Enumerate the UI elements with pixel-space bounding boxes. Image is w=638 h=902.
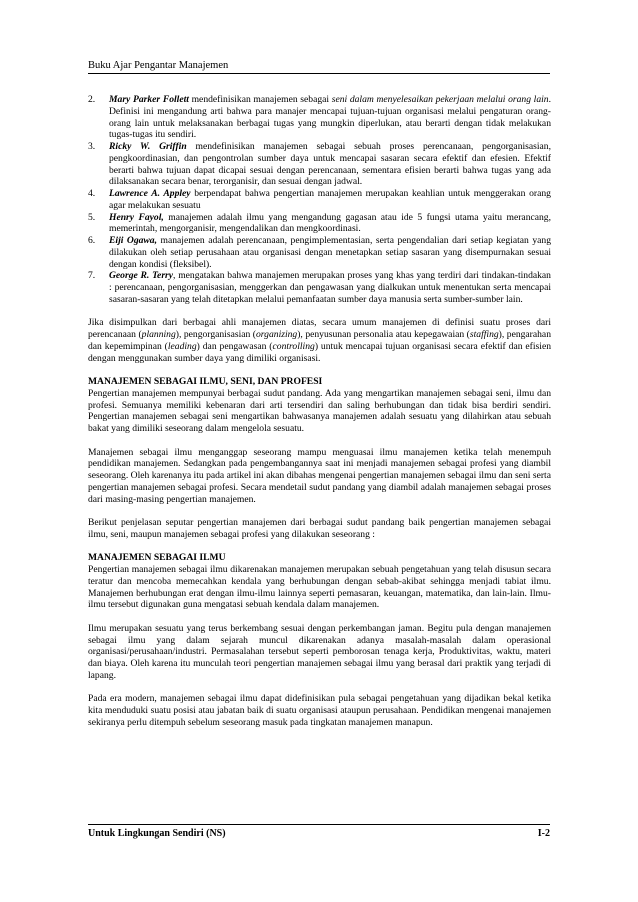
item-number: 5.	[88, 211, 96, 223]
term-staffing: staffing	[469, 329, 499, 340]
item-text: berpendapat bahwa pengertian manajemen merupakan keahlian untuk menggerakan orang agar melakukan sesuatu	[109, 188, 551, 211]
summary-text: ) untuk mencapai tujuan organisasi secara efektif dan efisien dengan menggunakan sumber daya yang dimiliki organisasi.	[88, 340, 551, 364]
item-body	[109, 188, 551, 212]
body-paragraph: Pengertian manajemen sebagai ilmu dikarenakan manajemen merupakan sebuah pengetahuan yang telah disusun secara teratur dan mencoba memecahkan kendala yang berhubungan dengan sebab-akibat sehingga menjadi tabiat ilmu. Manajemen berhubungan erat dengan ilmu-ilmu lainnya seperti pemasaran, keuangan, matematika, dan lain-lain. Ilmu-ilmu tersebut digunakan guna mengatasi sebuah kendala dalam manajemen.	[88, 564, 551, 611]
term-controlling: controlling	[272, 340, 315, 352]
definition-item	[88, 235, 551, 270]
body-paragraph: Ilmu merupakan sesuatu yang terus berkembang sesuai dengan perkembangan jaman. Begitu pula dengan manajemen sebagai ilmu yang dalam sejarah muncul dikarenakan adanya masalah-masalah dalam operasional organisasi/perusahaan/industri. Permasalahan tersebut seperti pemborosan tenaga kerja, Produktivitas, waktu, materi dan biaya. Oleh karena itu munculah teori pengertian manajemen sebagai ilmu yang berasal dari praktik yang terjadi di lapang.	[88, 622, 551, 681]
section-heading: MANAJEMEN SEBAGAI ILMU	[88, 552, 226, 564]
item-body	[109, 235, 551, 270]
definition-item	[88, 141, 551, 188]
summary-text: Jika disimpulkan dari berbagai ahli manajemen diatas, secara umum manajemen di definisi suatu proses dari perencanaan (	[88, 317, 551, 340]
item-body	[109, 212, 551, 236]
item-text: . Definisi ini mengandung arti bahwa para manajer mencapai tujuan-tujuan organisasi melalui pengaturan orang-orang lain untuk melaksanakan berbagai tugas yang mungkin diperlukan, atau berarti dengan tidak melakukan tugas-tugas itu sendiri.	[109, 94, 551, 141]
item-body	[109, 141, 551, 188]
summary-text: ), penyusunan personalia atau kepegawaian (	[297, 329, 470, 340]
item-text: manajemen adalah perencanaan, pengimplementasian, serta pengendalian dari setiap kegiatan yang dilakukan oleh setiap perusahaan atau organisasi dengan menetapkan setiap sasaran yang disempurnakan sesuai dengan kondisi (fleksibel).	[109, 235, 551, 270]
definition-item	[88, 188, 551, 212]
body-paragraph: Pengertian manajemen mempunyai berbagai sudut pandang. Ada yang mengartikan manajemen sebagai seni, ilmu dan profesi. Semuanya memiliki kebenaran dari arti tersendiri dan saling berhubungan dan tidak bisa berdiri sendiri. Pengertian manajemen sebagai seni mengartikan bahwasanya manajemen adalah sesuatu yang dilahirkan atau sebuah bakat yang dimiliki seseorang dalam mengelola sesuatu.	[88, 387, 551, 434]
definition-item	[88, 94, 551, 141]
summary-text: ), pengarahan dan kepemimpinan (	[88, 329, 551, 352]
item-text: manajemen adalah ilmu yang mengandung gagasan atau ide 5 fungsi utama yaitu merancang, memerintah, mengorganisir, mengendalikan dan mengkoordinasi.	[109, 211, 551, 235]
item-number: 4.	[88, 188, 96, 199]
page-footer	[88, 828, 550, 839]
author-name: Lawrence A. Appley	[109, 188, 191, 199]
body-paragraph: Berikut penjelasan seputar pengertian manajemen dari berbagai sudut pandang baik pengertian manajemen sebagai ilmu, seni, maupun manajemen sebagai profesi yang dilakukan seseorang :	[88, 517, 551, 540]
body-paragraph: Pada era modern, manajemen sebagai ilmu dapat didefinisikan pula sebagai pengetahuan yang dijadikan bekal ketika kita menduduki suatu posisi atau jabatan baik di suatu organisasi ataupun perusahaan. Pendidikan mengenai manajemen sekiranya perlu ditempuh sebelum seseorang masuk pada tingkatan manajemen manapun.	[88, 693, 551, 728]
summary-text: ) dan pengawasan (	[196, 340, 273, 352]
author-name: Eiji Ogawa,	[109, 235, 158, 246]
term-planning: planning	[141, 329, 176, 340]
author-name: George R. Terry	[109, 270, 174, 282]
footer-rule	[88, 824, 550, 825]
author-name: Ricky W. Griffin	[109, 141, 187, 152]
section-heading: MANAJEMEN SEBAGAI ILMU, SENI, DAN PROFESI	[88, 376, 323, 387]
definition-item	[88, 270, 551, 305]
body-paragraph: Manajemen sebagai ilmu menganggap seseorang mampu menguasai ilmu manajemen ketika telah menempuh pendidikan manajemen. Sedangkan pada pengembangannya saat ini menjadi manajemen sebagai profesi yang diambil seseorang. Oleh karenanya itu pada artikel ini akan dibahas mengenai pengertian manajemen sebagai ilmu dan seni serta pengertian manajemen sebagai profesi. Secara mendetail sudut pandang yang diambil adalah manajemen sebagai proses dari masing-masing pengertian manajemen.	[88, 446, 551, 505]
item-number: 3.	[88, 141, 96, 152]
header-rule	[88, 73, 550, 74]
item-number: 2.	[88, 94, 96, 105]
term-leading: leading	[167, 340, 197, 352]
summary-paragraph	[88, 317, 551, 364]
author-name: Henry Fayol,	[109, 211, 164, 223]
item-text: mendefinisikan manajemen sebagai sebuah proses perencanaan, pengorganisasian, pengkoordinasian, dan pengontrolan sumber daya untuk mencapai sasaran secara efektif dan efesien. Efektif berarti bahwa tujuan dapat dicapai sesuai dengan perencanaan, sementara efisien berarti bahwa tugas yang ada dilaksanakan secara benar, terorganisir, dan sesuai dengan jadwal.	[109, 141, 551, 188]
item-number: 7.	[88, 270, 96, 282]
item-body	[109, 270, 551, 305]
term-organizing: organizing	[256, 329, 298, 340]
author-name: Mary Parker Follett	[109, 94, 189, 105]
definition-item	[88, 212, 551, 236]
item-text: mendefinisikan manajemen sebagai	[188, 94, 332, 105]
page-content	[88, 94, 551, 729]
item-body	[109, 94, 551, 141]
footer-left-text: Untuk Lingkungan Sendiri (NS)	[88, 828, 226, 839]
running-header: Buku Ajar Pengantar Manajemen	[88, 60, 229, 71]
summary-text: ), pengorganisasian (	[175, 329, 256, 340]
item-italic: seni dalam menyelesaikan pekerjaan melalui orang lain	[331, 94, 549, 105]
item-number: 6.	[88, 235, 96, 246]
item-text: , mengatakan bahwa manajemen merupakan proses yang khas yang terdiri dari tindakan-tindakan : perencanaan, pengorganisasian, menggerkan dan pengawasan yang dialkukan untuk menentukan serta mencapai sasaran-sasaran yang telah ditetapkan melalui pemanfaatan sumber daya manusia serta sumber-sumber lain.	[109, 270, 551, 305]
page-number: I-2	[537, 828, 550, 839]
